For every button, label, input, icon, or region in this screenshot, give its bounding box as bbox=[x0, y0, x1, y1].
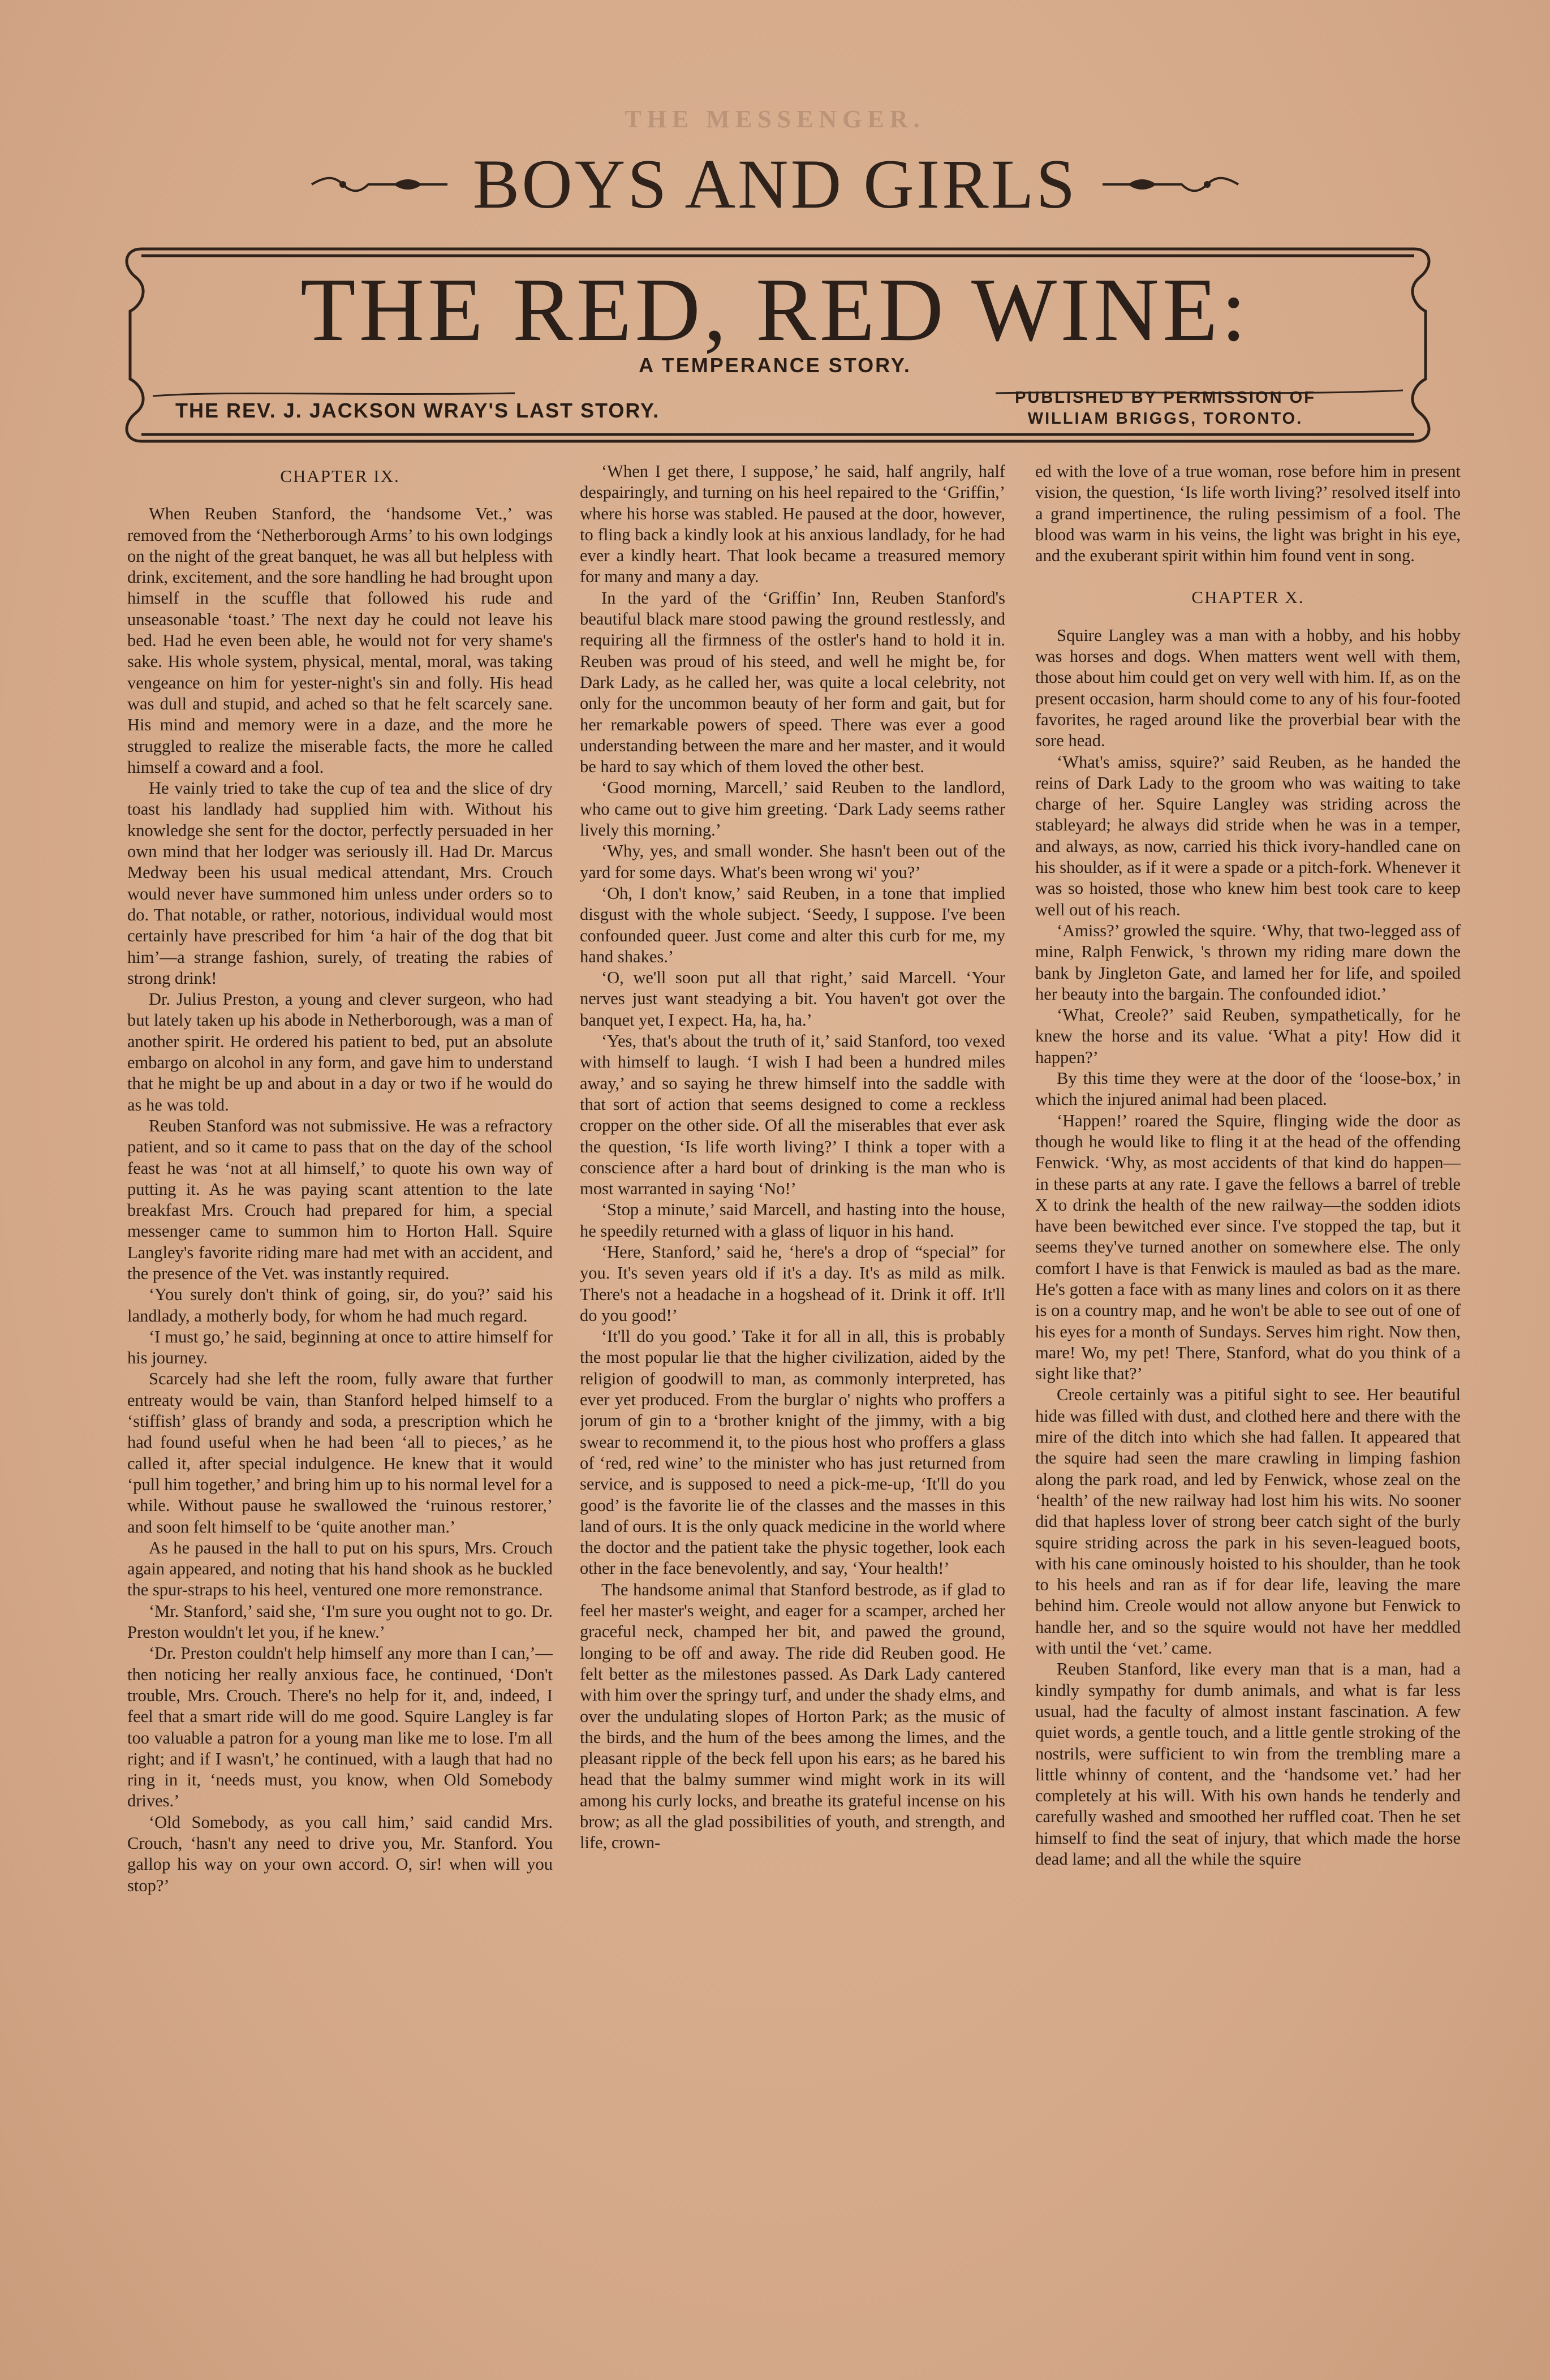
story-subtitle: A TEMPERANCE STORY. bbox=[639, 354, 911, 377]
paragraph: ‘Mr. Stanford,’ said she, ‘I'm sure you ought not to go. Dr. Preston wouldn't let you, if he knew.’ bbox=[127, 1601, 553, 1642]
paragraph: ‘Happen!’ roared the Squire, flinging wide the door as though he would like to fling it at the head of the offending Fenwick. ‘Why, as most accidents of that kind do happen—in these parts at any rate. I gave the fellows a barrel of treble X to drink the health of the new railway—the sodden idiots have been bewitched ever since. I've stopped the tap, but it seems they've turned another on somewhere else. The only comfort I have is that Fenwick is mauled as bad as the mare. He's gotten a face with as many lines and colors on it as there is on a country map, and he won't be able to see out of one of his eyes for a month of Sundays. Serves him right. Now then, mare! Wo, my pet! There, Stanford, what do you think of a sight like that?’ bbox=[1035, 1111, 1461, 1384]
paragraph: ‘Dr. Preston couldn't help himself any more than I can,’—then noticing her really anxious face, he continued, ‘Don't trouble, Mrs. Crouch. There's no help for it, and, indeed, I feel that a smart ride will do me good. Squire Langley is far too valuable a patron for a young man like me to lose. I'm all right; and if I wasn't,’ he continued, with a laugh that had no ring in it, ‘needs must, you know, when Old Somebody drives.’ bbox=[127, 1643, 553, 1811]
paragraph: Squire Langley was a man with a hobby, and his hobby was horses and dogs. When matters went well with them, those about him could get on very well with him. If, as on the present occasion, harm should come to any of his four-footed favorites, he raged around like the proverbial bear with the sore head. bbox=[1035, 625, 1461, 751]
permission-note bbox=[990, 388, 1341, 429]
paragraph: As he paused in the hall to put on his spurs, Mrs. Crouch again appeared, and noting that his hand shook as he buckled the spur-straps to his heel, ventured one more remonstrance. bbox=[127, 1538, 553, 1600]
paragraph: The handsome animal that Stanford bestrode, as if glad to feel her master's weight, and eager for a scamper, arched her graceful neck, champed her bit, and pawed the ground, longing to be off and away. The ride did Reuben good. He felt better as the milestones passed. As Dark Lady cantered with him over the springy turf, and under the shady elms, and over the undulating slopes of Horton Park; as the music of the birds, and the hum of the bees among the limes, and the pleasant ripple of the beck fell upon his ears; as he bared his head that the balmy summer wind might work in its will among his curly locks, and breathe its grateful incense on his brow; as all the glad possibilities of youth, and strength, and life, crown- bbox=[580, 1580, 1005, 1853]
paragraph: By this time they were at the door of the ‘loose-box,’ in which the injured animal had been placed. bbox=[1035, 1069, 1461, 1109]
author-line: THE REV. J. JACKSON WRAY'S LAST STORY. bbox=[175, 399, 660, 422]
paragraph: ‘O, we'll soon put all that right,’ said Marcell. ‘Your nerves just want steadying a bit. You haven't got over the banquet yet, I expect. Ha, ha, ha.’ bbox=[580, 968, 1005, 1030]
paragraph: ‘Stop a minute,’ said Marcell, and hasting into the house, he speedily returned with a glass of liquor in his hand. bbox=[580, 1200, 1005, 1241]
paragraph: ‘It'll do you good.’ Take it for all in all, this is probably the most popular lie that the higher civilization, aided by the religion of goodwill to man, as commonly interpreted, has ever yet produced. From the burglar o' nights who proffers a jorum of gin to a ‘brother knight of the jimmy, with a big swear to recommend it, to the pious host who proffers a glass of ‘red, red wine’ to the minister who has just returned from service, and is supposed to need a pick-me-up, ‘It'll do you good’ is the favorite lie of the classes and the masses in this land of ours. It is the only quack medicine in the world where the doctor and the patient take the physic together, look each other in the face benevolently, and say, ‘Your health!’ bbox=[580, 1327, 1005, 1578]
paragraph: Reuben Stanford, like every man that is a man, had a kindly sympathy for dumb animals, and what is far less usual, had the faculty of almost instant fascination. A few quiet words, a gentle touch, and a little gentle stroking of the nostrils, were sufficient to win from the trembling mare a little whinny of content, and the ‘handsome vet.’ had her completely at his will. With his own hands he tenderly and carefully washed and smoothed her ruffled coat. Then he set himself to find the seat of injury, that which made the horse dead lame; and all the while the squire bbox=[1035, 1659, 1461, 1869]
paragraph: ‘When I get there, I suppose,’ he said, half angrily, half despairingly, and turning on his heel repaired to the ‘Griffin,’ where his horse was stabled. He paused at the door, however, to fling back a kindly look at his anxious landlady, for he had ever a kindly heart. That look became a treasured memory for many and many a day. bbox=[580, 462, 1005, 587]
paragraph: When Reuben Stanford, the ‘handsome Vet.,’ was removed from the ‘Netherborough Arms’ to his own lodgings on the night of the great banquet, he was all but helpless with drink, excitement, and the sore handling he had brought upon himself in the scuffle that followed his rude and unseasonable ‘toast.’ The next day he could not leave his bed. Had he even been able, he would not for very shame's sake. His whole system, physical, mental, moral, was taking vengeance on him for yester-night's sin and folly. His head was dull and stupid, and ached so that he felt scarcely sane. His mind and memory were in a daze, and the more he struggled to realize the miserable facts, the more he called himself a coward and a fool. bbox=[127, 504, 553, 777]
permission-line: PUBLISHED BY PERMISSION OF bbox=[1015, 389, 1316, 407]
paragraph: Scarcely had she left the room, fully aware that further entreaty would be vain, than Stanford helped himself to a ‘stiffish’ glass of brandy and soda, a prescription which he had found useful when he had been ‘all to pieces,’ as he called it, after special indulgence. He knew that it would ‘pull him together,’ and bring him up to his normal level for a while. Without pause he swallowed the ‘ruinous restorer,’ and soon felt himself to be ‘quite another man.’ bbox=[127, 1369, 553, 1537]
paragraph: ‘You surely don't think of going, sir, do you?’ said his landlady, a motherly body, for whom he had much regard. bbox=[127, 1285, 553, 1325]
chapter-heading: CHAPTER IX. bbox=[280, 466, 400, 486]
column-2 bbox=[580, 461, 1005, 2317]
masthead: THE MESSENGER. bbox=[625, 105, 925, 133]
paragraph: Creole certainly was a pitiful sight to see. Her beautiful hide was filled with dust, and clothed here and there with the mire of the ditch into which she had fallen. It appeared that the squire had seen the mare crawling in limping fashion along the park road, and led by Fenwick, whose zeal on the ‘health’ of the new railway had lost him his wits. No sooner did that hapless lover of strong beer catch sight of the burly squire striding across the park in his seven-leagued boots, with his cane ominously hoisted to his shoulder, than he took to his heels and ran as if for dear life, leaving the mare behind him. Creole would not allow anyone but Fenwick to handle her, and so the squire would not have her meddled with until the ‘vet.’ came. bbox=[1035, 1385, 1461, 1658]
section-title: BOYS AND GIRLS bbox=[472, 145, 1078, 223]
right-flourish-icon bbox=[1100, 173, 1241, 196]
section-header bbox=[0, 144, 1550, 225]
chapter-heading: CHAPTER X. bbox=[1191, 587, 1304, 608]
paragraph: ‘Old Somebody, as you call him,’ said candid Mrs. Crouch, ‘hasn't any need to drive you, Mr. Stanford. You gallop his way on your own accord. O, sir! when will you stop?’ bbox=[127, 1812, 553, 1895]
paragraph: ‘Good morning, Marcell,’ said Reuben to the landlord, who came out to give him greeting. ‘Dark Lady seems rather lively this morning.’ bbox=[580, 778, 1005, 840]
paragraph: Reuben Stanford was not submissive. He was a refractory patient, and so it came to pass that on the day of the school feast he was ‘not at all himself,’ to quote his own way of putting it. As he was paying scant attention to the late breakfast Mrs. Crouch had prepared for him, a special messenger came to summon him to Horton Hall. Squire Langley's favorite riding mare had met with an accident, and the presence of the Vet. was instantly required. bbox=[127, 1116, 553, 1283]
paragraph: ‘Oh, I don't know,’ said Reuben, in a tone that implied disgust with the whole subject. ‘Seedy, I suppose. I've been confounded queer. Just come and alter this curb for me, my hand shakes.’ bbox=[580, 883, 1005, 966]
paragraph: In the yard of the ‘Griffin’ Inn, Reuben Stanford's beautiful black mare stood pawing the ground restlessly, and requiring all the firmness of the ostler's hand to hold it in. Reuben was proud of his steed, and well he might be, for Dark Lady, as he called her, was quite a local celebrity, not only for the uncommon beauty of her form and gait, but for her remarkable powers of speed. There was ever a good understanding between the mare and her master, and it would be hard to say which of them loved the other best. bbox=[580, 588, 1005, 777]
column-3 bbox=[1035, 461, 1461, 2317]
paragraph: ‘Yes, that's about the truth of it,’ said Stanford, too vexed with himself to laugh. ‘I wish I had been a hundred miles away,’ and so saying he threw himself into the saddle with that sort of action that seems designed to come a reckless cropper on the other side. Of all the miserables that ever ask the question, ‘Is life worth living?’ I think a toper with a conscience after a hard bout of drinking is the man who is most warranted in saying ‘No!’ bbox=[580, 1031, 1005, 1199]
paragraph: ‘Why, yes, and small wonder. She hasn't been out of the yard for some days. What's been wrong wi' you?’ bbox=[580, 841, 1005, 882]
paragraph: ‘Here, Stanford,’ said he, ‘here's a drop of “special” for you. It's seven years old if it's a day. It's as mild as milk. There's not a headache in a hogshead of it. Drink it off. It'll do you good!’ bbox=[580, 1242, 1005, 1325]
publisher-line: WILLIAM BRIGGS, TORONTO. bbox=[1027, 410, 1303, 428]
paragraph: ed with the love of a true woman, rose before him in present vision, the question, ‘Is life worth living?’ resolved itself into a grand impertinence, the ruling pessimism of a fool. The blood was warm in his veins, the light was bright in his eye, and the exuberant spirit within him found vent in song. bbox=[1035, 462, 1461, 566]
column-1 bbox=[127, 461, 553, 2317]
paragraph: Dr. Julius Preston, a young and clever surgeon, who had but lately taken up his abode in Netherborough, was a man of another spirit. He ordered his patient to bed, put an absolute embargo on alcohol in any form, and gave him to understand that he might be up and about in a day or two if he would do as he was told. bbox=[127, 989, 553, 1114]
paragraph: ‘I must go,’ he said, beginning at once to attire himself for his journey. bbox=[127, 1327, 553, 1368]
left-flourish-icon bbox=[309, 173, 450, 196]
paragraph: ‘What's amiss, squire?’ said Reuben, as he handed the reins of Dark Lady to the groom who was waiting to take charge of her. Squire Langley was striding across the stableyard; he always did stride when he was in a temper, and always, as now, carried his thick ivory-handled cane on his shoulder, as if it were a spade or a pitch-fork. Whenever it was so hoisted, those who knew him best took care to keep well out of his reach. bbox=[1035, 752, 1461, 919]
article-columns bbox=[127, 461, 1462, 2317]
story-title: THE RED, RED WINE: bbox=[300, 259, 1250, 360]
paragraph: ‘What, Creole?’ said Reuben, sympathetically, for he knew the horse and its value. ‘What a pity! How did it happen?’ bbox=[1035, 1005, 1461, 1067]
paragraph: He vainly tried to take the cup of tea and the slice of dry toast his landlady had supplied him with. Without his knowledge she sent for the doctor, perfectly persuaded in her own mind that her lodger was seriously ill. Had Dr. Marcus Medway been his usual medical attendant, Mrs. Crouch would never have summoned him unless under orders so to do. That notable, or rather, notorious, individual would most certainly have prescribed for him ‘a hair of the dog that bit him’—a strange fashion, surely, of treating the rabies of strong drink! bbox=[127, 778, 553, 988]
paragraph: ‘Amiss?’ growled the squire. ‘Why, that two-legged ass of mine, Ralph Fenwick, 's thrown my riding mare down the bank by Jingleton Gate, and lamed her for life, and spoiled her beauty into the bargain. The confounded idiot.’ bbox=[1035, 920, 1461, 1004]
